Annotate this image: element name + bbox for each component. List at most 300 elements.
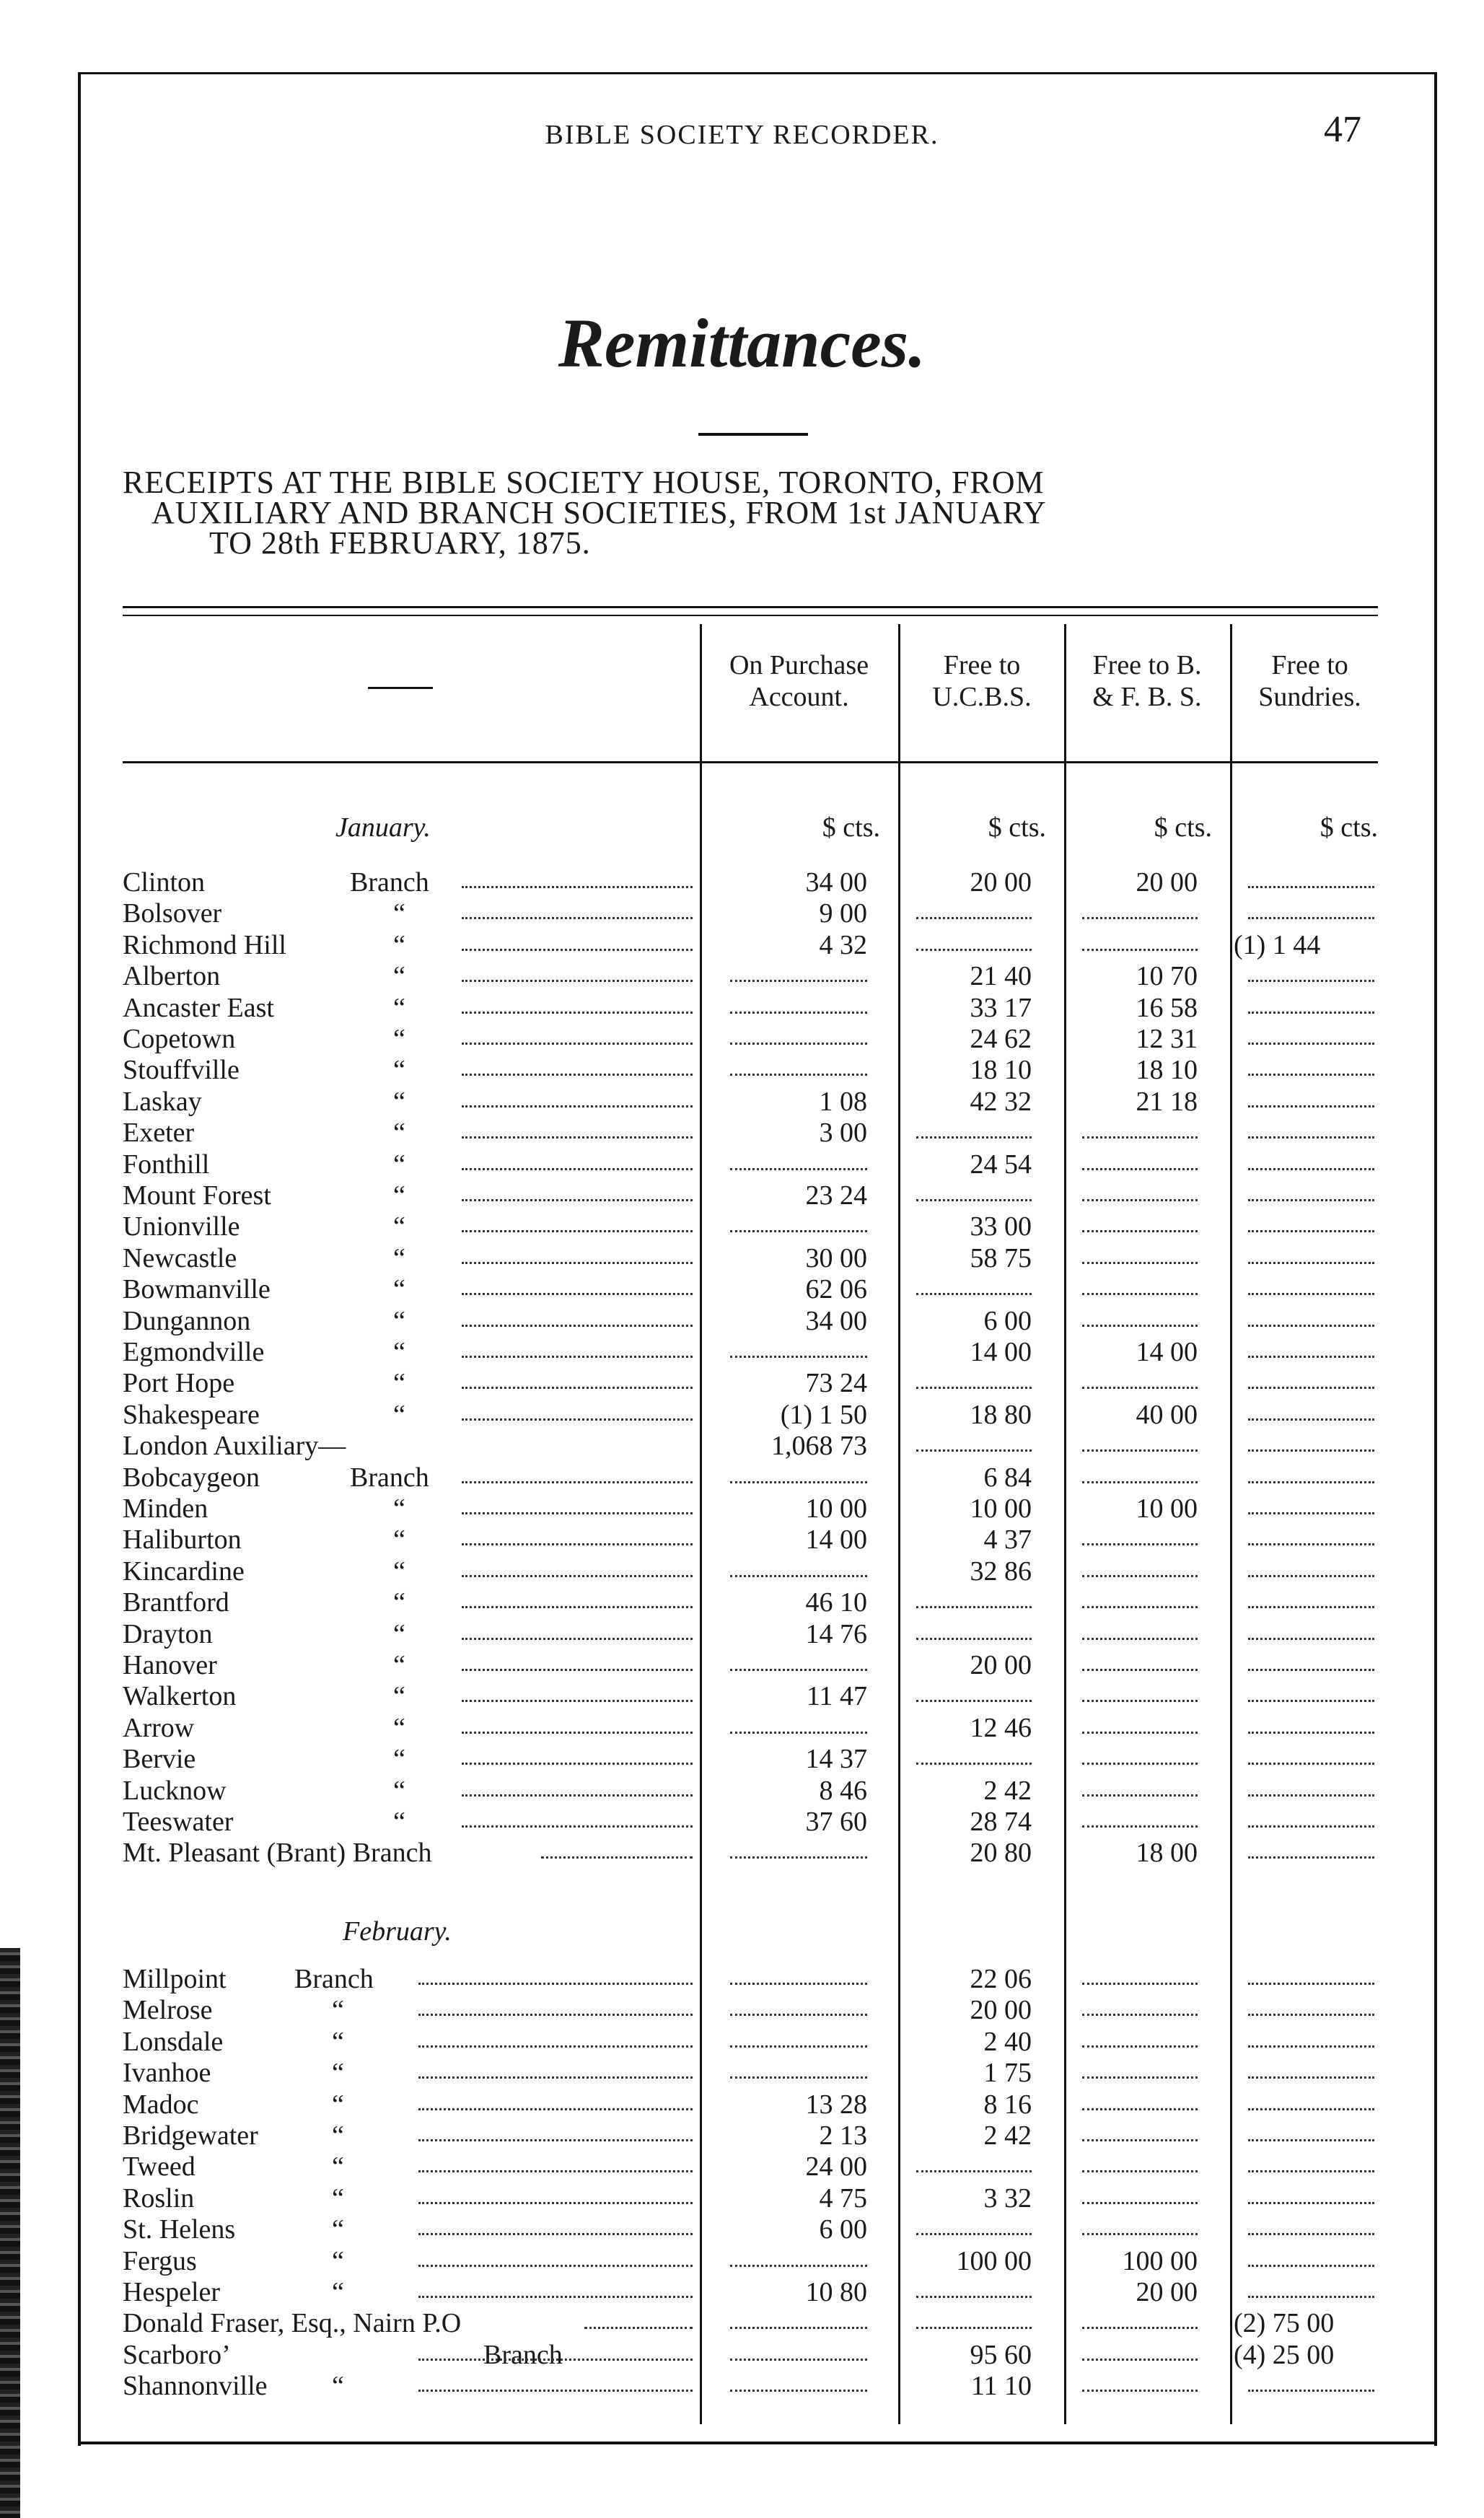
amount-ucbs: 12 46 (970, 1712, 1032, 1743)
table-row (123, 1744, 1378, 1775)
society-name: Exeter (123, 1118, 195, 1149)
empty-cell-leader (1248, 1794, 1374, 1797)
ditto-mark: “ (332, 2151, 344, 2183)
empty-cell-leader (1082, 2139, 1198, 2141)
empty-cell-leader (1082, 1325, 1198, 1327)
header-dash (368, 687, 433, 689)
amount-purchase: 1 08 (819, 1086, 867, 1117)
empty-cell-leader (730, 2327, 867, 2329)
header-bottom-rule (123, 761, 1378, 763)
dot-leader (418, 2265, 693, 2267)
society-name: Lucknow (123, 1775, 227, 1806)
society-name: Roslin (123, 2183, 195, 2214)
society-name: Lonsdale (123, 2026, 224, 2057)
dot-leader (462, 1825, 693, 1828)
amount-ucbs: 6 84 (983, 1462, 1032, 1493)
society-name: Bolsover (123, 898, 222, 929)
empty-cell-leader (916, 1700, 1032, 1702)
empty-cell-leader (1248, 2265, 1374, 2267)
empty-cell-leader (730, 1230, 867, 1232)
amount-ucbs: 18 10 (970, 1055, 1032, 1086)
empty-cell-leader (730, 1856, 867, 1859)
society-name: Drayton (123, 1618, 213, 1649)
table-row (123, 867, 1378, 898)
amount-ucbs: 8 16 (983, 2089, 1032, 2120)
amount-bfbs: 10 70 (1136, 961, 1198, 992)
ditto-mark: “ (332, 2026, 344, 2057)
ditto-mark: “ (393, 1055, 405, 1086)
table-row (123, 1619, 1378, 1650)
empty-cell-leader (730, 1356, 867, 1358)
amount-ucbs: 21 40 (970, 961, 1032, 992)
society-name: Newcastle (123, 1242, 237, 1273)
dot-leader (462, 1638, 693, 1640)
ditto-mark: “ (393, 1149, 405, 1180)
amount-purchase: 30 00 (805, 1242, 867, 1273)
empty-cell-leader (1248, 1732, 1374, 1734)
empty-cell-leader (916, 1199, 1032, 1201)
unit-sundries: $ cts. (1320, 812, 1378, 843)
table-row (123, 1776, 1378, 1807)
empty-cell-leader (1082, 1449, 1198, 1452)
ditto-mark: “ (393, 961, 405, 992)
society-name: Unionville (123, 1211, 240, 1242)
branch-label: Branch (483, 2339, 563, 2370)
empty-cell-leader (1082, 1732, 1198, 1734)
empty-cell-leader (1248, 1763, 1374, 1765)
dot-leader (418, 2014, 693, 2016)
empty-cell-leader (1082, 1293, 1198, 1295)
society-name: Fonthill (123, 1149, 210, 1180)
ditto-mark: “ (393, 898, 405, 929)
table-row (123, 1431, 1378, 1462)
amount-purchase: 34 00 (805, 1305, 867, 1336)
empty-cell-leader (1082, 2170, 1198, 2172)
dot-leader (418, 1983, 693, 1985)
society-name: London Auxiliary— (123, 1431, 346, 1462)
table-row (123, 1493, 1378, 1525)
empty-cell-leader (730, 1074, 867, 1076)
society-name: Clinton (123, 867, 206, 898)
amount-ucbs: 22 06 (970, 1964, 1032, 1994)
dot-leader (462, 1168, 693, 1170)
page-number: 47 (1324, 109, 1361, 150)
amount-ucbs: 14 00 (970, 1337, 1032, 1367)
empty-cell-leader (916, 917, 1032, 919)
empty-cell-leader (1082, 1638, 1198, 1640)
table-row (123, 1243, 1378, 1274)
empty-cell-leader (916, 1293, 1032, 1295)
dot-leader (418, 2045, 693, 2048)
society-name: Bervie (123, 1744, 196, 1775)
amount-ucbs: 24 54 (970, 1149, 1032, 1180)
empty-cell-leader (1248, 2108, 1374, 2110)
empty-cell-leader (1248, 2296, 1374, 2298)
empty-cell-leader (1082, 1794, 1198, 1797)
ditto-mark: “ (393, 1024, 405, 1054)
amount-ucbs: 42 32 (970, 1086, 1032, 1117)
dot-leader (462, 1136, 693, 1139)
dot-leader (462, 1418, 693, 1421)
empty-cell-leader (1248, 1356, 1374, 1358)
empty-cell-leader (1082, 1230, 1198, 1232)
ditto-mark: “ (393, 1587, 405, 1618)
page-edge-shadow (0, 1948, 20, 2518)
society-name: Millpoint (123, 1964, 227, 1994)
society-name: Copetown (123, 1024, 236, 1054)
table-row (123, 1525, 1378, 1556)
society-name: Minden (123, 1493, 208, 1524)
ditto-mark: “ (393, 1807, 405, 1837)
empty-cell-leader (1248, 1825, 1374, 1828)
ditto-mark: “ (393, 992, 405, 1023)
amount-purchase: 9 00 (819, 898, 867, 929)
dot-leader (418, 2139, 693, 2141)
ditto-mark: “ (393, 1242, 405, 1273)
column-header-ucbs (902, 649, 1062, 713)
amount-purchase: 14 37 (805, 1744, 867, 1775)
column-header-ucbs-line-2: U.C.B.S. (932, 682, 1032, 712)
table-row (123, 2277, 1378, 2308)
amount-purchase: 24 00 (805, 2151, 867, 2183)
branch-label: Branch (350, 867, 429, 898)
unit-ucbs: $ cts. (988, 812, 1046, 843)
empty-cell-leader (1248, 1043, 1374, 1045)
dot-leader (462, 1325, 693, 1327)
table-row (123, 1650, 1378, 1681)
page-bottom-rule (78, 2442, 1434, 2444)
empty-cell-leader (1082, 1168, 1198, 1170)
dot-leader (462, 1512, 693, 1514)
empty-cell-leader (730, 1012, 867, 1014)
empty-cell-leader (1082, 2390, 1198, 2392)
society-name: Arrow (123, 1712, 195, 1743)
empty-cell-leader (1082, 1481, 1198, 1483)
dot-leader (462, 886, 693, 888)
society-name: Ancaster East (123, 992, 274, 1023)
empty-cell-leader (730, 1575, 867, 1577)
empty-cell-leader (730, 2359, 867, 2361)
empty-cell-leader (1248, 1606, 1374, 1608)
amount-ucbs: 20 80 (970, 1838, 1032, 1869)
empty-cell-leader (1082, 1387, 1198, 1389)
dot-leader (462, 1606, 693, 1608)
table-row (123, 1337, 1378, 1368)
empty-cell-leader (1248, 886, 1374, 888)
dot-leader (462, 1543, 693, 1545)
society-name: Teeswater (123, 1807, 234, 1837)
empty-cell-leader (1248, 1481, 1374, 1483)
ditto-mark: “ (393, 1775, 405, 1806)
amount-ucbs: 33 00 (970, 1211, 1032, 1242)
empty-cell-leader (1248, 1638, 1374, 1640)
amount-purchase: 62 06 (805, 1274, 867, 1305)
subtitle-line-1: RECEIPTS AT THE BIBLE SOCIETY HOUSE, TORONTO, FROM (123, 465, 1045, 500)
dot-leader (462, 1732, 693, 1734)
empty-cell-leader (916, 1387, 1032, 1389)
ditto-mark: “ (332, 2120, 344, 2151)
table-row (123, 2308, 1378, 2339)
empty-cell-leader (1082, 2076, 1198, 2079)
amount-sundries: (4) 25 00 (1234, 2339, 1335, 2370)
empty-cell-leader (730, 1481, 867, 1483)
amount-purchase: 10 00 (805, 1493, 867, 1524)
table-row (123, 2058, 1378, 2089)
empty-cell-leader (1248, 1856, 1374, 1859)
empty-cell-leader (1082, 1763, 1198, 1765)
ditto-mark: “ (332, 2058, 344, 2089)
society-name: Mt. Pleasant (Brant) Branch (123, 1838, 432, 1869)
amount-ucbs: 18 80 (970, 1399, 1032, 1430)
dot-leader (462, 1481, 693, 1483)
dot-leader (462, 1763, 693, 1765)
amount-purchase: 46 10 (805, 1587, 867, 1618)
ditto-mark: “ (393, 1681, 405, 1712)
dot-leader (462, 1575, 693, 1577)
society-name: Donald Fraser, Esq., Nairn P.O (123, 2308, 462, 2339)
empty-cell-leader (916, 949, 1032, 951)
empty-cell-leader (730, 2076, 867, 2079)
table-row (123, 1306, 1378, 1337)
ditto-mark: “ (332, 2245, 344, 2276)
empty-cell-leader (730, 1043, 867, 1045)
empty-cell-leader (1248, 2390, 1374, 2392)
unit-bfbs: $ cts. (1154, 812, 1212, 843)
column-header-sundries-line-2: Sundries. (1258, 682, 1361, 712)
amount-purchase: 73 24 (805, 1368, 867, 1399)
society-name: Stouffville (123, 1055, 240, 1086)
column-header-bfbs-line-1: Free to B. (1092, 650, 1202, 680)
society-name: Hespeler (123, 2277, 221, 2307)
empty-cell-leader (1248, 2076, 1374, 2079)
table-row (123, 993, 1378, 1024)
ditto-mark: “ (393, 1118, 405, 1149)
empty-cell-leader (1082, 1669, 1198, 1671)
column-header-sundries (1232, 649, 1387, 713)
table-row (123, 2120, 1378, 2151)
table-row (123, 1118, 1378, 1149)
empty-cell-leader (730, 1168, 867, 1170)
amount-ucbs: 10 00 (970, 1493, 1032, 1524)
ditto-mark: “ (393, 1274, 405, 1305)
empty-cell-leader (1082, 1543, 1198, 1545)
dot-leader (462, 1012, 693, 1014)
ditto-mark: “ (332, 2214, 344, 2245)
table-row (123, 2151, 1378, 2183)
amount-bfbs: 10 00 (1136, 1493, 1198, 1524)
empty-cell-leader (1082, 2108, 1198, 2110)
ditto-mark: “ (393, 1368, 405, 1399)
empty-cell-leader (730, 2014, 867, 2016)
empty-cell-leader (1082, 917, 1198, 919)
society-name: Walkerton (123, 1681, 237, 1712)
empty-cell-leader (916, 2296, 1032, 2298)
amount-ucbs: 6 00 (983, 1305, 1032, 1336)
table-row (123, 2340, 1378, 2371)
ditto-mark: “ (393, 1556, 405, 1587)
empty-cell-leader (1248, 2045, 1374, 2048)
column-header-bfbs-line-2: & F. B. S. (1092, 682, 1202, 712)
ditto-mark: “ (332, 2089, 344, 2120)
ditto-mark: “ (332, 1995, 344, 2026)
society-name: Laskay (123, 1086, 202, 1117)
empty-cell-leader (916, 2170, 1032, 2172)
amount-purchase: 6 00 (819, 2214, 867, 2245)
empty-cell-leader (1248, 2170, 1374, 2172)
empty-cell-leader (1248, 1105, 1374, 1107)
amount-ucbs: 100 00 (956, 2245, 1032, 2276)
table-row (123, 1180, 1378, 1211)
amount-purchase: 1,068 73 (771, 1431, 867, 1462)
empty-cell-leader (1248, 2233, 1374, 2235)
amount-purchase: 14 00 (805, 1525, 867, 1556)
empty-cell-leader (1082, 1575, 1198, 1577)
empty-cell-leader (1248, 2014, 1374, 2016)
empty-cell-leader (916, 1606, 1032, 1608)
society-name: Alberton (123, 961, 221, 992)
empty-cell-leader (916, 1136, 1032, 1139)
ditto-mark: “ (393, 1618, 405, 1649)
ditto-mark: “ (393, 929, 405, 960)
dot-leader (462, 1669, 693, 1671)
society-name: Fergus (123, 2245, 197, 2276)
table-row (123, 1587, 1378, 1618)
amount-purchase: 37 60 (805, 1807, 867, 1837)
empty-cell-leader (1248, 1575, 1374, 1577)
ditto-mark: “ (393, 1211, 405, 1242)
table-row (123, 1556, 1378, 1587)
empty-cell-leader (1248, 980, 1374, 982)
empty-cell-leader (730, 2265, 867, 2267)
table-row (123, 2027, 1378, 2058)
dot-leader (462, 980, 693, 982)
empty-cell-leader (1248, 1199, 1374, 1201)
table-row (123, 1055, 1378, 1086)
amount-ucbs: 20 00 (970, 1995, 1032, 2026)
empty-cell-leader (730, 2045, 867, 2048)
empty-cell-leader (1248, 1136, 1374, 1139)
table-row (123, 898, 1378, 929)
empty-cell-leader (1082, 2202, 1198, 2204)
dot-leader (462, 1043, 693, 1045)
dot-leader (418, 2170, 693, 2172)
table-row (123, 1838, 1378, 1869)
empty-cell-leader (916, 2233, 1032, 2235)
empty-cell-leader (1248, 917, 1374, 919)
branch-label: Branch (350, 1462, 429, 1493)
amount-bfbs: 20 00 (1136, 2277, 1198, 2307)
dot-leader (462, 1074, 693, 1076)
amount-ucbs: 2 40 (983, 2026, 1032, 2057)
title-rule (698, 433, 808, 436)
dot-leader (462, 1700, 693, 1702)
table-row (123, 1149, 1378, 1180)
table-row (123, 1964, 1378, 1995)
page-title: Remittances. (558, 304, 926, 382)
society-name: Mount Forest (123, 1180, 271, 1211)
ditto-mark: “ (393, 1086, 405, 1117)
table-row (123, 1087, 1378, 1118)
dot-leader (462, 917, 693, 919)
dot-leader (418, 2108, 693, 2110)
amount-purchase: 3 00 (819, 1118, 867, 1149)
amount-ucbs: 95 60 (970, 2339, 1032, 2370)
amount-bfbs: 40 00 (1136, 1399, 1198, 1430)
empty-cell-leader (1082, 949, 1198, 951)
empty-cell-leader (1082, 1983, 1198, 1985)
ditto-mark: “ (393, 1712, 405, 1743)
empty-cell-leader (1248, 1012, 1374, 1014)
amount-purchase: 2 13 (819, 2120, 867, 2151)
empty-cell-leader (1082, 2359, 1198, 2361)
amount-purchase: 14 76 (805, 1618, 867, 1649)
amount-bfbs: 12 31 (1136, 1024, 1198, 1054)
empty-cell-leader (1248, 1262, 1374, 1264)
amount-bfbs: 18 10 (1136, 1055, 1198, 1086)
amount-ucbs: 11 10 (970, 2371, 1032, 2402)
ditto-mark: “ (393, 1650, 405, 1680)
empty-cell-leader (1082, 1199, 1198, 1201)
table-row (123, 1995, 1378, 2026)
society-name: Brantford (123, 1587, 229, 1618)
amount-sundries: (1) 1 44 (1234, 929, 1321, 960)
branch-label: Branch (294, 1964, 374, 1994)
ditto-mark: “ (393, 1493, 405, 1524)
subtitle-line-2: AUXILIARY AND BRANCH SOCIETIES, FROM 1st JANUARY (152, 495, 1047, 530)
empty-cell-leader (730, 1669, 867, 1671)
empty-cell-leader (1082, 2233, 1198, 2235)
society-name: Egmondville (123, 1337, 265, 1367)
amount-ucbs: 2 42 (983, 2120, 1032, 2151)
running-title: BIBLE SOCIETY RECORDER. (545, 120, 939, 150)
amount-ucbs: 2 42 (983, 1775, 1032, 1806)
society-name: St. Helens (123, 2214, 236, 2245)
empty-cell-leader (916, 1449, 1032, 1452)
column-header-purchase-line-1: On Purchase (729, 650, 869, 680)
empty-cell-leader (1248, 1074, 1374, 1076)
society-name: Port Hope (123, 1368, 235, 1399)
society-name: Melrose (123, 1995, 213, 2026)
empty-cell-leader (916, 2327, 1032, 2329)
ditto-mark: “ (393, 1744, 405, 1775)
amount-purchase: 10 80 (805, 2277, 867, 2307)
amount-purchase: 23 24 (805, 1180, 867, 1211)
empty-cell-leader (730, 980, 867, 982)
empty-cell-leader (1082, 2045, 1198, 2048)
table-row (123, 2246, 1378, 2277)
dot-leader (418, 2296, 693, 2298)
table-top-rule (123, 606, 1378, 608)
empty-cell-leader (1248, 1387, 1374, 1389)
empty-cell-leader (1248, 2139, 1374, 2141)
empty-cell-leader (1248, 1325, 1374, 1327)
amount-purchase: 8 46 (819, 1775, 867, 1806)
table-row (123, 1368, 1378, 1399)
amount-bfbs: 100 00 (1122, 2245, 1198, 2276)
amount-sundries: (2) 75 00 (1234, 2308, 1335, 2339)
column-header-purchase-line-2: Account. (749, 682, 849, 712)
empty-cell-leader (1082, 1700, 1198, 1702)
dot-leader (462, 1199, 693, 1201)
society-name: Richmond Hill (123, 929, 286, 960)
society-name: Bridgewater (123, 2120, 258, 2151)
amount-ucbs: 20 00 (970, 867, 1032, 898)
society-name: Shannonville (123, 2371, 268, 2402)
amount-bfbs: 16 58 (1136, 992, 1198, 1023)
amount-ucbs: 24 62 (970, 1024, 1032, 1054)
amount-purchase: 4 75 (819, 2183, 867, 2214)
ditto-mark: “ (393, 1305, 405, 1336)
